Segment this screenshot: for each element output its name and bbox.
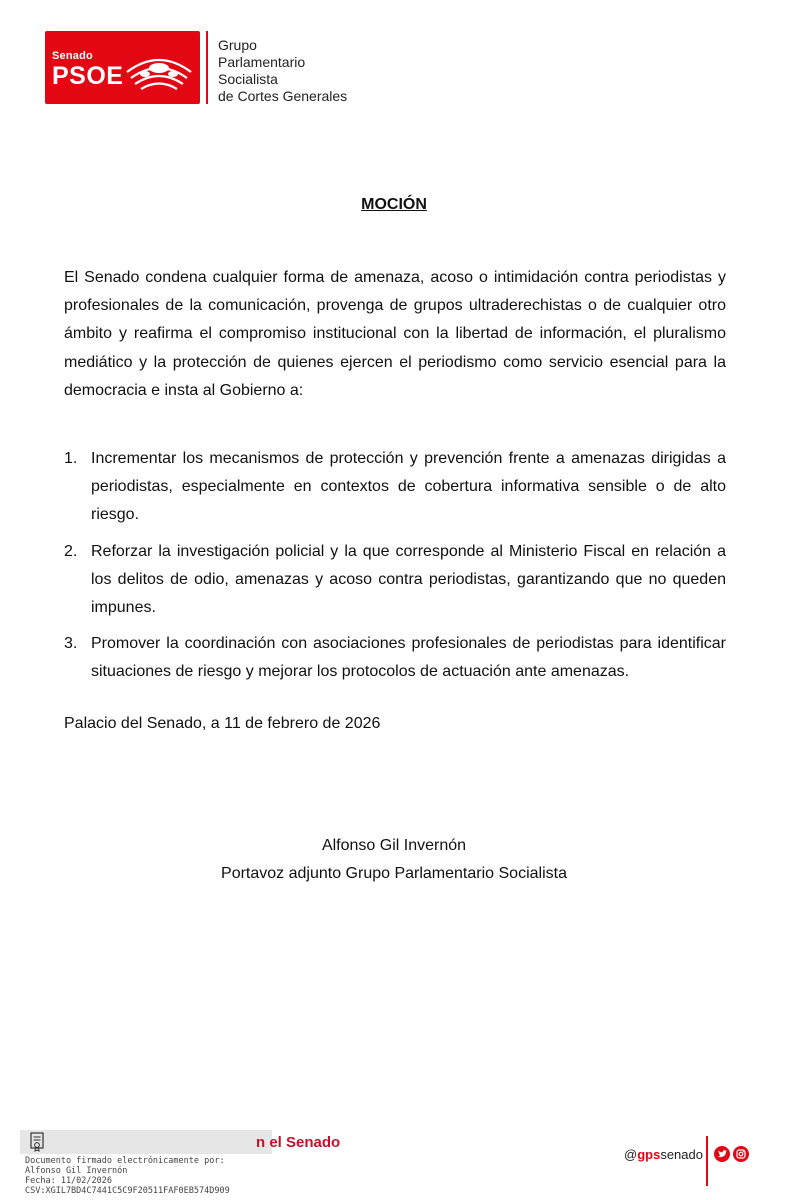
list-item-text: Reforzar la investigación policial y la que corresponde al Ministerio Fiscal en relación a los delitos de odio, amenazas y acoso contra periodistas, garantizando que no queden impunes. (91, 542, 726, 617)
handle-bold: gps (637, 1147, 661, 1162)
signature-line: Alfonso Gil Invernón (25, 1166, 128, 1176)
list-item-number: 1. (64, 450, 78, 467)
logo-senado-text: Senado (52, 50, 93, 62)
signature-details (25, 1156, 230, 1196)
certificate-icon (29, 1132, 45, 1152)
group-name-line: Socialista (218, 71, 278, 87)
footer-divider (706, 1136, 708, 1186)
signature-line: Fecha: 11/02/2026 (25, 1176, 112, 1186)
logo-psoe-text: PSOE (52, 62, 124, 90)
handle-rest: senado (660, 1147, 703, 1162)
group-name (218, 37, 347, 105)
list-item (64, 538, 726, 623)
certificate-bar (20, 1130, 272, 1154)
group-name-line: Parlamentario (218, 54, 306, 70)
list-item (64, 630, 726, 686)
footer-partial-text: n el Senado (256, 1134, 341, 1151)
list-item-number: 2. (64, 542, 78, 560)
list-item-text: Incrementar los mecanismos de protección y prevención frente a amenazas dirigidas a periodistas, especialmente en contextos de cobertura informativa sensible o de alto riesgo. (91, 450, 726, 524)
signer-role: Portavoz adjunto Grupo Parlamentario Socialista (221, 865, 567, 882)
header-divider (206, 31, 208, 104)
instagram-icon[interactable] (733, 1146, 749, 1162)
handle-prefix: @ (624, 1147, 638, 1162)
group-name-line: de Cortes Generales (218, 88, 348, 104)
signature-block (0, 832, 788, 888)
rose-fist-emblem-icon (121, 38, 197, 98)
signer-name: Alfonso Gil Invernón (321, 837, 467, 854)
twitter-icon[interactable] (714, 1146, 730, 1162)
signature-line: Documento firmado electrónicamente por: (25, 1156, 225, 1166)
intro-paragraph: El Senado condena cualquier forma de amenaza, acoso o intimidación contra periodistas y profesionales de la comunicación, provenga de grupos ultraderechistas o de cualquier otro ámbito y reafirma el compromiso institucional con la libertad de información, el pluralismo mediático y la protección de quienes ejercen el periodismo como servicio esencial para la democracia e insta al Gobierno a: (64, 269, 726, 399)
document-title: MOCIÓN (361, 196, 427, 213)
signature-line: CSV:XGIL7BD4C7441C5C9F20511FAF0EB574D909 (25, 1186, 230, 1196)
social-handle[interactable] (624, 1147, 703, 1162)
list-item-number: 3. (64, 635, 78, 653)
group-name-line: Grupo (218, 37, 257, 53)
list-item (64, 445, 726, 530)
motion-points-list (64, 445, 726, 695)
place-date: Palacio del Senado, a 11 de febrero de 2026 (64, 715, 381, 732)
list-item-text: Promover la coordinación con asociaciones profesionales de periodistas para identificar situaciones de riesgo y mejorar los protocolos de actuación ante amenazas. (91, 635, 726, 681)
